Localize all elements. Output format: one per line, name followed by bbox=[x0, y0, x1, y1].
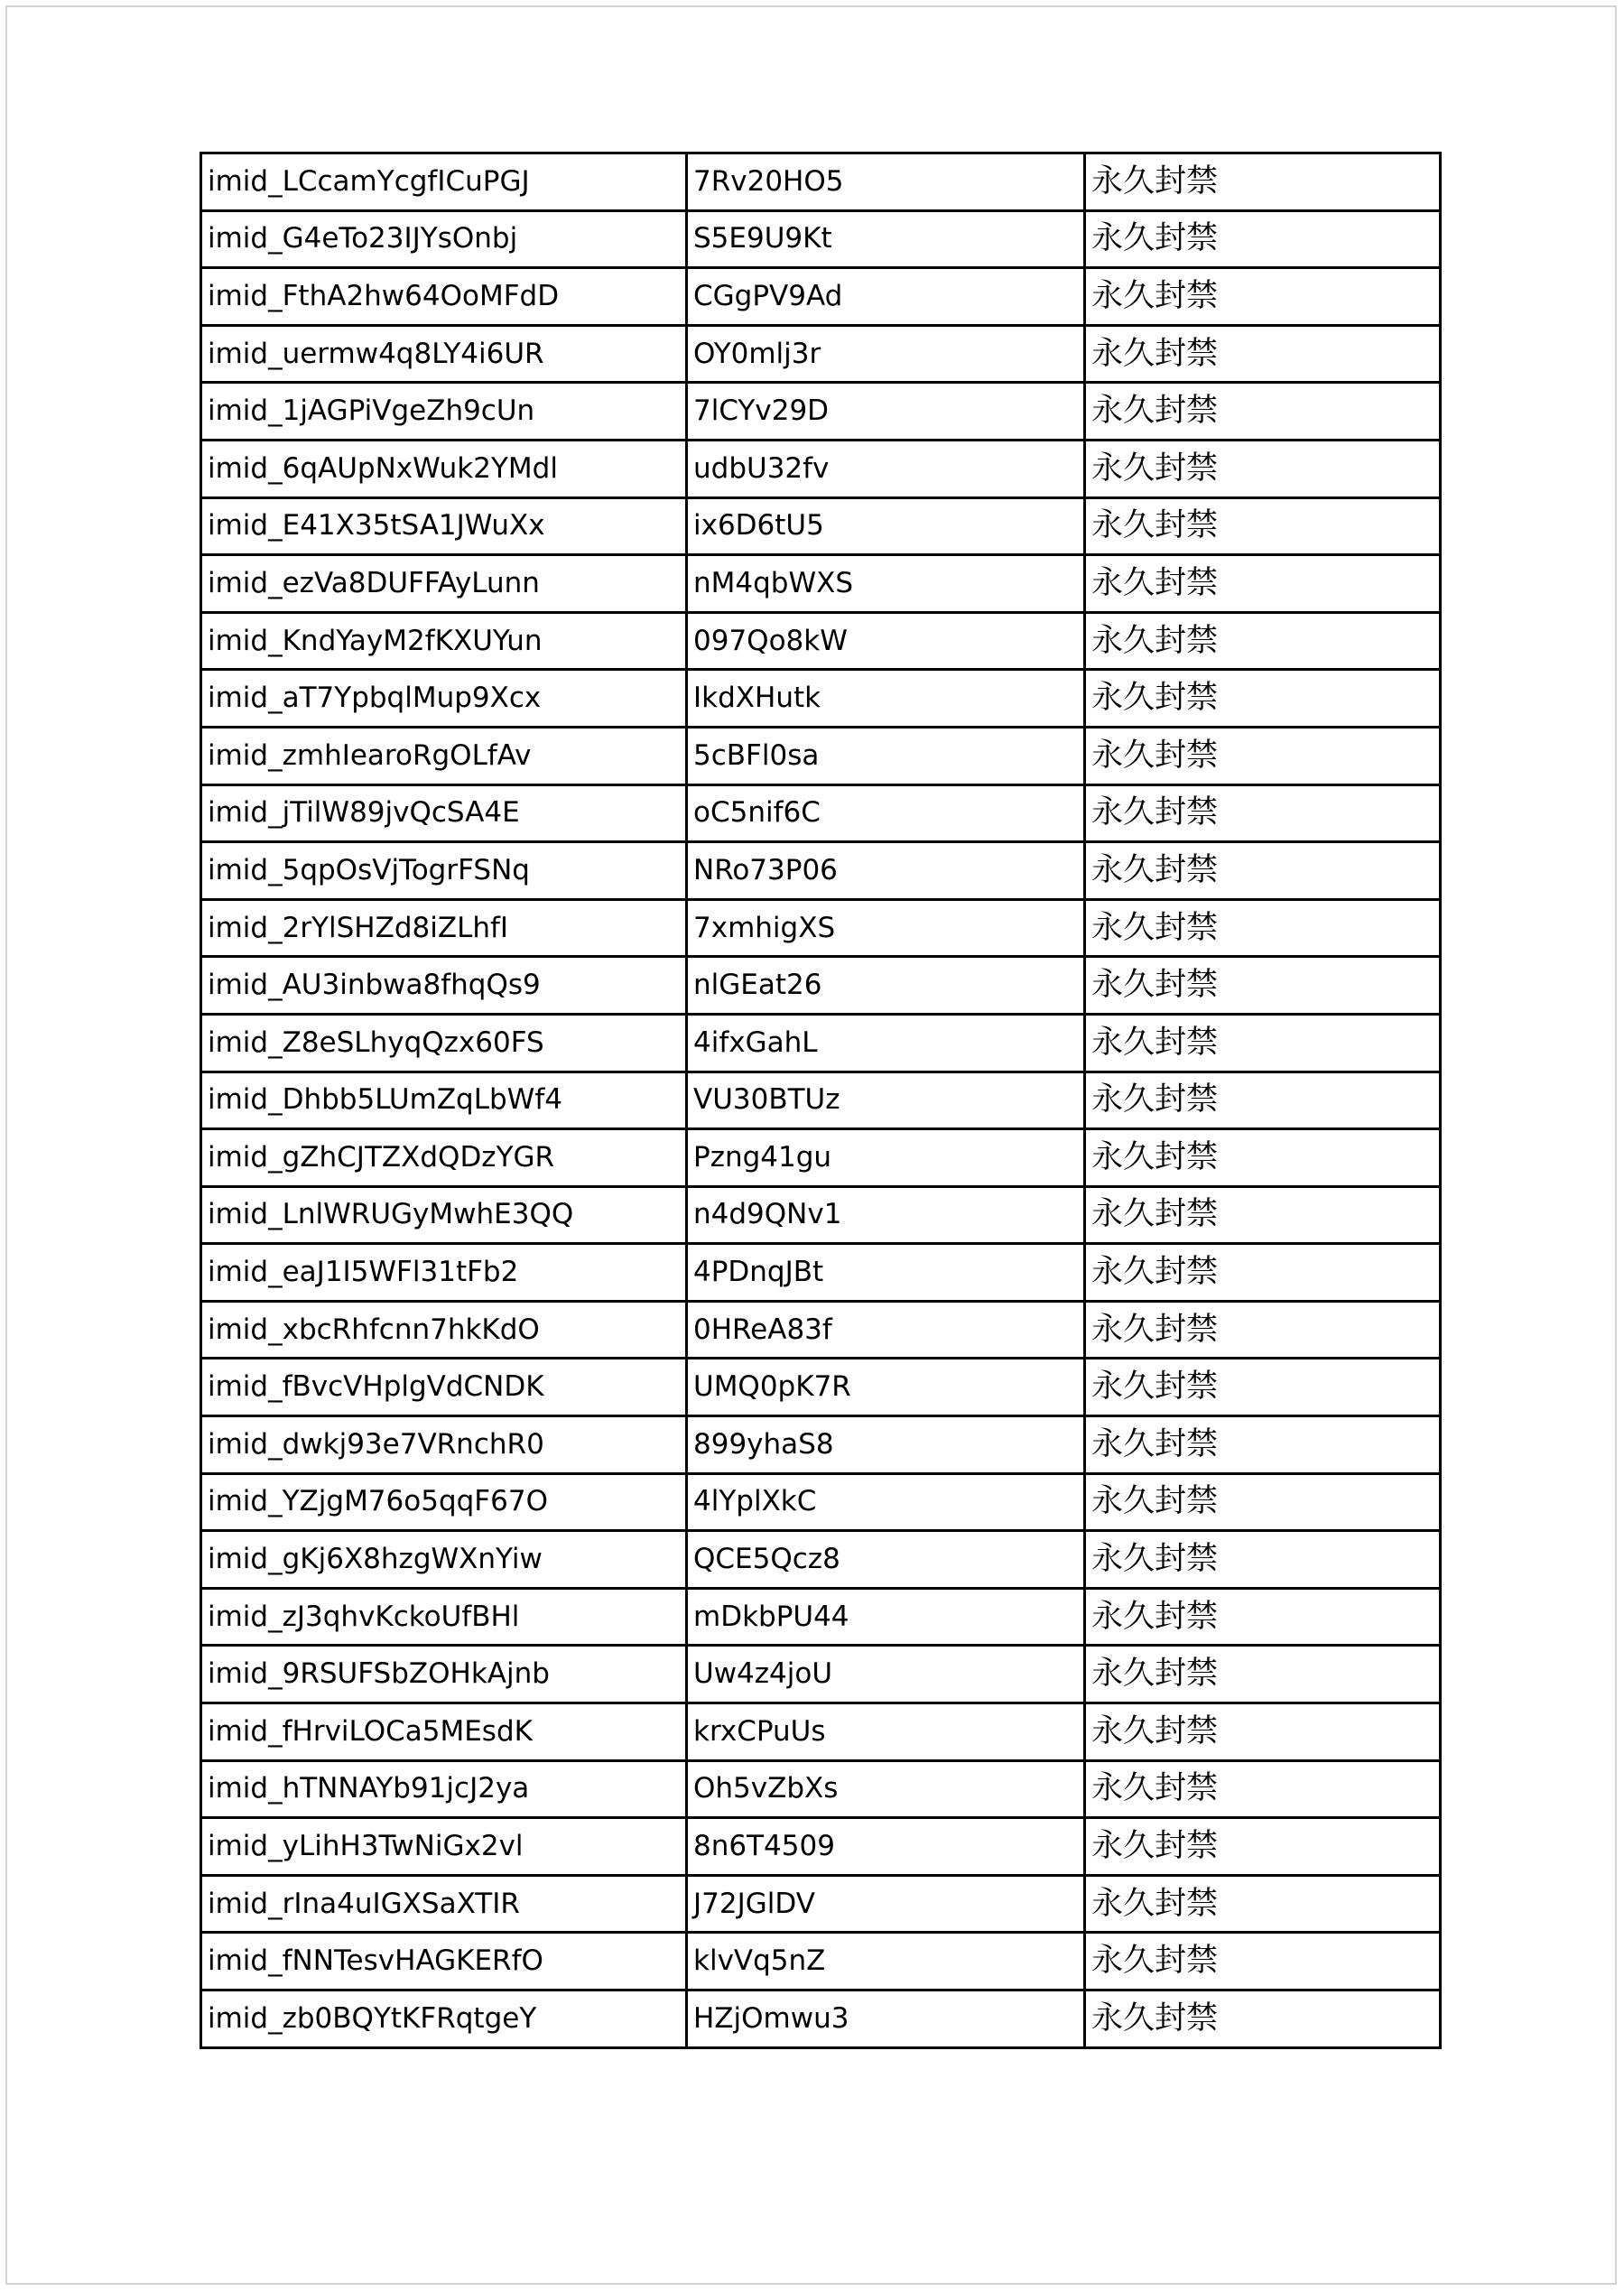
id-cell: imid_5qpOsVjTogrFSNq bbox=[201, 842, 687, 900]
table-row bbox=[201, 1818, 1441, 1876]
table-row bbox=[201, 1186, 1441, 1244]
code-cell: 4PDnqJBt bbox=[687, 1244, 1085, 1302]
table-row bbox=[201, 1301, 1441, 1359]
table-row bbox=[201, 842, 1441, 900]
code-cell: NRo73P06 bbox=[687, 842, 1085, 900]
table-row bbox=[201, 1760, 1441, 1818]
table-row bbox=[201, 1014, 1441, 1072]
status-cell: 永久封禁 bbox=[1085, 1244, 1441, 1302]
status-cell: 永久封禁 bbox=[1085, 325, 1441, 383]
table-row bbox=[201, 1588, 1441, 1646]
table-row bbox=[201, 1244, 1441, 1302]
code-cell: mDkbPU44 bbox=[687, 1588, 1085, 1646]
id-cell: imid_gKj6X8hzgWXnYiw bbox=[201, 1531, 687, 1589]
id-cell: imid_gZhCJTZXdQDzYGR bbox=[201, 1129, 687, 1187]
status-cell: 永久封禁 bbox=[1085, 1186, 1441, 1244]
code-cell: nlGEat26 bbox=[687, 957, 1085, 1015]
code-cell: n4d9QNv1 bbox=[687, 1186, 1085, 1244]
status-cell: 永久封禁 bbox=[1085, 383, 1441, 441]
table-row bbox=[201, 670, 1441, 728]
id-cell: imid_2rYlSHZd8iZLhfI bbox=[201, 899, 687, 957]
id-cell: imid_dwkj93e7VRnchR0 bbox=[201, 1416, 687, 1474]
status-cell: 永久封禁 bbox=[1085, 1129, 1441, 1187]
table-row bbox=[201, 1359, 1441, 1416]
id-cell: imid_zb0BQYtKFRqtgeY bbox=[201, 1990, 687, 2048]
code-cell: 4ifxGahL bbox=[687, 1014, 1085, 1072]
table-row bbox=[201, 153, 1441, 211]
code-cell: 7Rv20HO5 bbox=[687, 153, 1085, 211]
code-cell: Pzng41gu bbox=[687, 1129, 1085, 1187]
status-cell: 永久封禁 bbox=[1085, 268, 1441, 326]
status-cell: 永久封禁 bbox=[1085, 1531, 1441, 1589]
table-row bbox=[201, 899, 1441, 957]
code-cell: oC5nif6C bbox=[687, 784, 1085, 842]
id-cell: imid_zmhIearoRgOLfAv bbox=[201, 727, 687, 784]
table-row bbox=[201, 210, 1441, 268]
table-row bbox=[201, 440, 1441, 497]
status-cell: 永久封禁 bbox=[1085, 1072, 1441, 1129]
id-cell: imid_YZjgM76o5qqF67O bbox=[201, 1473, 687, 1531]
table-row bbox=[201, 1875, 1441, 1933]
code-cell: S5E9U9Kt bbox=[687, 210, 1085, 268]
table-row bbox=[201, 1416, 1441, 1474]
status-cell: 永久封禁 bbox=[1085, 497, 1441, 555]
record-table bbox=[200, 152, 1442, 2049]
id-cell: imid_9RSUFSbZOHkAjnb bbox=[201, 1646, 687, 1703]
code-cell: 5cBFl0sa bbox=[687, 727, 1085, 784]
code-cell: udbU32fv bbox=[687, 440, 1085, 497]
code-cell: HZjOmwu3 bbox=[687, 1990, 1085, 2048]
id-cell: imid_eaJ1I5WFl31tFb2 bbox=[201, 1244, 687, 1302]
status-cell: 永久封禁 bbox=[1085, 1014, 1441, 1072]
table-body bbox=[201, 153, 1441, 2048]
table-row bbox=[201, 784, 1441, 842]
code-cell: VU30BTUz bbox=[687, 1072, 1085, 1129]
status-cell: 永久封禁 bbox=[1085, 440, 1441, 497]
id-cell: imid_rIna4uIGXSaXTIR bbox=[201, 1875, 687, 1933]
id-cell: imid_Z8eSLhyqQzx60FS bbox=[201, 1014, 687, 1072]
status-cell: 永久封禁 bbox=[1085, 1990, 1441, 2048]
id-cell: imid_LnlWRUGyMwhE3QQ bbox=[201, 1186, 687, 1244]
table-row bbox=[201, 1129, 1441, 1187]
id-cell: imid_zJ3qhvKckoUfBHl bbox=[201, 1588, 687, 1646]
code-cell: 097Qo8kW bbox=[687, 612, 1085, 670]
status-cell: 永久封禁 bbox=[1085, 1646, 1441, 1703]
table-row bbox=[201, 957, 1441, 1015]
status-cell: 永久封禁 bbox=[1085, 1359, 1441, 1416]
table-row bbox=[201, 612, 1441, 670]
status-cell: 永久封禁 bbox=[1085, 899, 1441, 957]
code-cell: 899yhaS8 bbox=[687, 1416, 1085, 1474]
table-row bbox=[201, 497, 1441, 555]
id-cell: imid_yLihH3TwNiGx2vl bbox=[201, 1818, 687, 1876]
status-cell: 永久封禁 bbox=[1085, 957, 1441, 1015]
code-cell: Oh5vZbXs bbox=[687, 1760, 1085, 1818]
table-row bbox=[201, 1703, 1441, 1761]
code-cell: J72JGlDV bbox=[687, 1875, 1085, 1933]
id-cell: imid_fBvcVHplgVdCNDK bbox=[201, 1359, 687, 1416]
status-cell: 永久封禁 bbox=[1085, 1416, 1441, 1474]
table-row bbox=[201, 268, 1441, 326]
code-cell: ix6D6tU5 bbox=[687, 497, 1085, 555]
table-row bbox=[201, 1990, 1441, 2048]
code-cell: krxCPuUs bbox=[687, 1703, 1085, 1761]
code-cell: klvVq5nZ bbox=[687, 1933, 1085, 1990]
status-cell: 永久封禁 bbox=[1085, 1588, 1441, 1646]
status-cell: 永久封禁 bbox=[1085, 784, 1441, 842]
code-cell: QCE5Qcz8 bbox=[687, 1531, 1085, 1589]
status-cell: 永久封禁 bbox=[1085, 727, 1441, 784]
id-cell: imid_E41X35tSA1JWuXx bbox=[201, 497, 687, 555]
id-cell: imid_AU3inbwa8fhqQs9 bbox=[201, 957, 687, 1015]
id-cell: imid_6qAUpNxWuk2YMdl bbox=[201, 440, 687, 497]
code-cell: Uw4z4joU bbox=[687, 1646, 1085, 1703]
table-row bbox=[201, 1646, 1441, 1703]
code-cell: 7lCYv29D bbox=[687, 383, 1085, 441]
table-row bbox=[201, 555, 1441, 613]
id-cell: imid_ezVa8DUFFAyLunn bbox=[201, 555, 687, 613]
id-cell: imid_uermw4q8LY4i6UR bbox=[201, 325, 687, 383]
code-cell: 4lYplXkC bbox=[687, 1473, 1085, 1531]
status-cell: 永久封禁 bbox=[1085, 1760, 1441, 1818]
status-cell: 永久封禁 bbox=[1085, 555, 1441, 613]
status-cell: 永久封禁 bbox=[1085, 1933, 1441, 1990]
status-cell: 永久封禁 bbox=[1085, 210, 1441, 268]
table-row bbox=[201, 325, 1441, 383]
code-cell: 0HReA83f bbox=[687, 1301, 1085, 1359]
code-cell: 8n6T4509 bbox=[687, 1818, 1085, 1876]
status-cell: 永久封禁 bbox=[1085, 153, 1441, 211]
code-cell: OY0mlj3r bbox=[687, 325, 1085, 383]
id-cell: imid_Dhbb5LUmZqLbWf4 bbox=[201, 1072, 687, 1129]
code-cell: UMQ0pK7R bbox=[687, 1359, 1085, 1416]
id-cell: imid_hTNNAYb91jcJ2ya bbox=[201, 1760, 687, 1818]
id-cell: imid_1jAGPiVgeZh9cUn bbox=[201, 383, 687, 441]
status-cell: 永久封禁 bbox=[1085, 1818, 1441, 1876]
status-cell: 永久封禁 bbox=[1085, 1301, 1441, 1359]
id-cell: imid_aT7YpbqlMup9Xcx bbox=[201, 670, 687, 728]
table-row bbox=[201, 727, 1441, 784]
table-row bbox=[201, 1473, 1441, 1531]
id-cell: imid_G4eTo23IJYsOnbj bbox=[201, 210, 687, 268]
code-cell: 7xmhigXS bbox=[687, 899, 1085, 957]
status-cell: 永久封禁 bbox=[1085, 612, 1441, 670]
code-cell: nM4qbWXS bbox=[687, 555, 1085, 613]
status-cell: 永久封禁 bbox=[1085, 1703, 1441, 1761]
table-row bbox=[201, 383, 1441, 441]
id-cell: imid_KndYayM2fKXUYun bbox=[201, 612, 687, 670]
id-cell: imid_xbcRhfcnn7hkKdO bbox=[201, 1301, 687, 1359]
id-cell: imid_fNNTesvHAGKERfO bbox=[201, 1933, 687, 1990]
table-row bbox=[201, 1531, 1441, 1589]
id-cell: imid_fHrviLOCa5MEsdK bbox=[201, 1703, 687, 1761]
status-cell: 永久封禁 bbox=[1085, 670, 1441, 728]
id-cell: imid_jTilW89jvQcSA4E bbox=[201, 784, 687, 842]
code-cell: CGgPV9Ad bbox=[687, 268, 1085, 326]
status-cell: 永久封禁 bbox=[1085, 1473, 1441, 1531]
id-cell: imid_FthA2hw64OoMFdD bbox=[201, 268, 687, 326]
status-cell: 永久封禁 bbox=[1085, 1875, 1441, 1933]
table-row bbox=[201, 1933, 1441, 1990]
code-cell: IkdXHutk bbox=[687, 670, 1085, 728]
table-row bbox=[201, 1072, 1441, 1129]
id-cell: imid_LCcamYcgfICuPGJ bbox=[201, 153, 687, 211]
status-cell: 永久封禁 bbox=[1085, 842, 1441, 900]
